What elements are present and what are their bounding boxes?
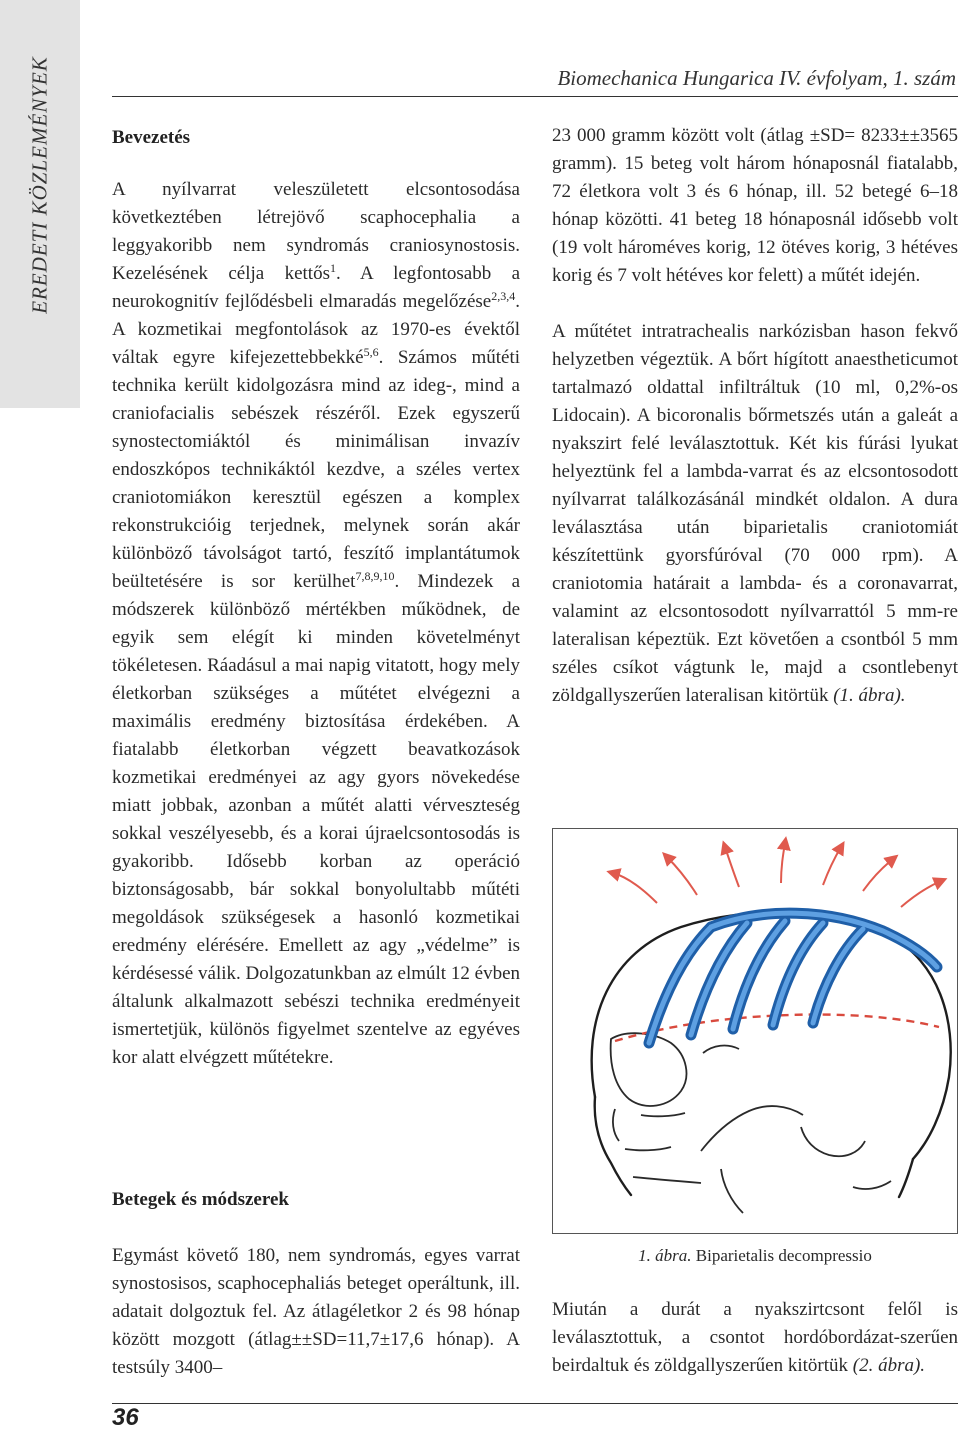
figure-label: 1. ábra.	[638, 1246, 692, 1265]
bone-strips	[649, 913, 937, 1043]
methods-column	[112, 1242, 520, 1382]
citation-sup: 2,3,4	[491, 289, 516, 303]
intro-heading: Bevezetés	[112, 127, 191, 148]
skull-details	[611, 1033, 891, 1213]
right-column-bottom	[552, 1296, 958, 1380]
skull-illustration	[553, 829, 957, 1233]
running-head: Biomechanica Hungarica IV. évfolyam, 1. szám	[557, 66, 956, 90]
header-rule	[112, 96, 958, 97]
citation-sup: 5,6	[363, 345, 379, 359]
methods-heading: Betegek és módszerek	[112, 1189, 289, 1210]
footer-rule	[112, 1403, 958, 1404]
right-column-top	[552, 122, 958, 710]
figure-reference[interactable]: (1. ábra).	[833, 685, 906, 706]
figure-caption-text: Biparietalis decompressio	[691, 1246, 872, 1265]
figure-1-biparietal-decompression	[552, 828, 958, 1234]
expansion-arrows	[613, 843, 941, 907]
followup-paragraph: Miután a durát a nyakszirtcsont felől is leválasztottuk, a csontot hordóbordázat-szerűen beirdaltuk és zöldgallyszerűen kitörtük (2. ábra).	[552, 1299, 958, 1376]
intro-column	[112, 176, 520, 1072]
methods-paragraph: Egymást követő 180, nem syndromás, egyes varrat synostosisos, scaphocephaliás beteget operáltunk, ill. adatait dolgoztuk fel. Az átlagéletkor 2 és 98 hónap között mozgott (átlag±±SD=11,7±17,6 hónap). A testsúly 3400–	[112, 1245, 520, 1378]
citation-sup: 1	[329, 261, 336, 275]
patients-paragraph: 23 000 gramm között volt (átlag ±SD= 8233±±3565 gramm). 15 beteg volt három hónaposnál fiatalabb, 72 életkora volt 3 és 6 hónap, ill. 52 betegé 6–18 hónap közötti. 41 beteg 18 hónaposnál idősebb volt (19 volt hároméves korig, 12 ötéves korig, 3 hétéves korig és 7 volt hétéves kor felett) a műtét idején.	[552, 125, 958, 286]
side-tab	[0, 0, 80, 408]
page-number: 36	[112, 1404, 139, 1431]
figure-caption	[552, 1243, 958, 1269]
figure-reference[interactable]: (2. ábra).	[852, 1355, 926, 1376]
citation-sup: 7,8,9,10	[355, 569, 395, 583]
section-label: EREDETI KÖZLEMÉNYEK	[27, 56, 52, 314]
intro-paragraph: A nyílvarrat veleszületett elcsontosodása következtében létrejövő scaphocephalia a leggyakoribb nem syndromás craniosynostosis. Kezelésének célja kettős$^1$. A legfontosabb a neurokognitív fejlődésbeli elmaradás megelőzése$^{2,3,4}$. A kozmetikai megfontolások az 1970-es évektől váltak egyre kifejezettebbekké$^{5,6}$. Számos műtéti technika került kidolgozásra mind az ideg-, mind a craniofacialis sebészek részéről. Ezek egyszerű synostectomiáktól és minimálisan invazív endoszkópos technikáktól kezdve, a széles vertex craniotomiákon keresztül egészen a komplex rekonstrukcióig terjednek, melynek során akár különböző távolságot tartó, feszítő implantátumok beültetésére is sor kerülhet$^{7,8,9,10}$. Mindezek a módszerek különböző mértékben működnek, de egyik sem elégít ki minden követelményt tökéletesen. Ráadásul a mai napig vitatott, hogy mely életkorban szükséges a műtétet elvégezni a maximális eredmény biztosítása érdekében. A fiatalabb életkorban végzett beavatkozások kozmetikai eredményei az agy gyors növekedése miatt jobbak, azonban a műtét alatti vérveszteség sokkal veszélyesebb, és a korai újraelcsontosodás is gyakoribb. Idősebb korban az operáció biztonságosabb, bár sokkal bonyolultabb műtéti megoldások szükségesek a hasonló kozmetikai eredmény elérésére. Emellett az agy „védelme” is kérdésessé válik. Dolgozatunkban az elmúlt 12 évben általunk alkalmazott sebészi technika eredményeit ismertetjük, különös figyelmet szentelve az egyéves kor alatt elvégzett műtétekre.	[112, 179, 521, 1068]
surgery-paragraph: A műtétet intratrachealis narkózisban hason fekvő helyzetben végeztük. A bőrt hígított anaestheticumot tartalmazó oldattal infiltráltuk (10 ml, 0,2%-os Lidocain). A bicoronalis bőrmetszés után a galeát a nyakszirt felé leválasztottuk. Két kis fúrási lyukat helyeztünk fel a lambda-varrat és az elcsontosodott nyílvarrat találkozásánál mindkét oldalon. A dura leválasztása után biparietalis craniotomiát készítettünk gyorsfúróval (70 000 rpm). A craniotomia határait a lambda- és a coronavarrat, valamint az elcsontosodott nyílvarrattól 5 mm-re lateralisan képeztük. Ezt követően a csontból 5 mm széles csíkot vágtunk le, majd a csontlebenyt zöldgallyszerűen lateralisan kitörtük (1. ábra).	[552, 321, 958, 706]
skull-outline	[592, 912, 951, 1197]
